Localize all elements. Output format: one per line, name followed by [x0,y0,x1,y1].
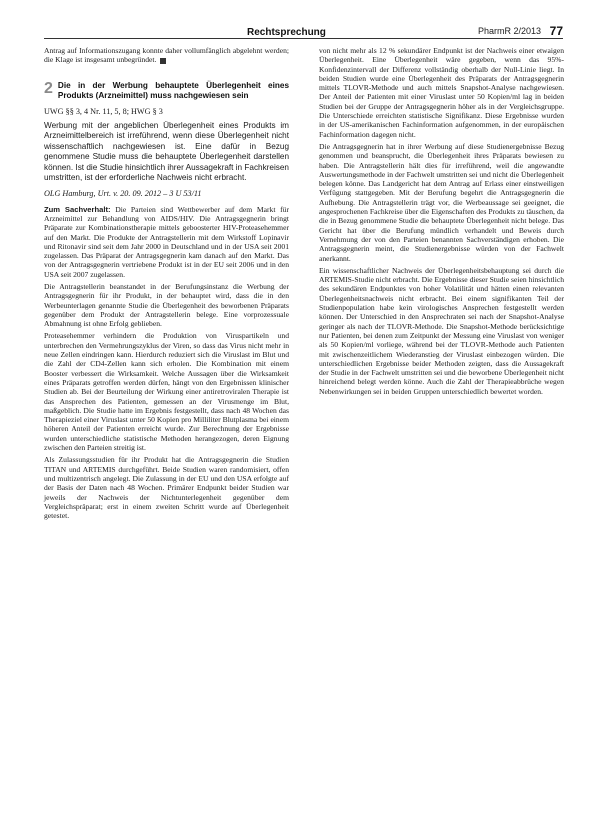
header-rule [44,38,563,39]
section-header: Rechtsprechung [247,27,326,38]
body-paragraph: von nicht mehr als 12 % sekundärer Endpunkt ist der Nachweis einer etwaigen Überlegenheit. Eine Überlegenheit wäre gegeben, wenn das 95%-Konfidenzintervall der Differenz vollständig oberhalb der Null-Linie liegt. In beiden Studien wurde eine Überlegenheit des Präparats der Antragsgegnerin mittels TLOVR-Methode und auch mittels Snapshot-Analyse nachgewiesen. Der Anteil der Patienten mit einer Viruslast unter 50 Kopien/ml lag in beiden Studien bei der Gruppe der Antragsgegnerin höher als in der Vergleichsgruppe. Die Unterschiede erreichten statistische Signifikanz. Diese Ergebnisse wurden in der US-amerikanischen Fachinformation aufgenommen, in der europäischen Fachinformation dagegen nicht. [319,46,564,139]
body-paragraph: Proteasehemmer verhindern die Produktion von Viruspartikeln und unterbrechen den Vermehrungszyklus der Viren, so dass das Virus nicht mehr in neue Zellen eindringen kann. Hierdurch reduziert sich die Viruslast im Blut und die Zahl der CD4-Zellen kann sich erholen. Die Kombination mit einem Booster verbessert die Wirksamkeit. Welche Aussagen über die Wirksamkeit eines Präparats getroffen werden dürfen, hängt von den Ergebnissen klinischer Studien ab. Bei der Beurteilung der Wirkung einer antiretroviralen Therapie ist das Ansprechen des Patienten, gemessen an der Virusmenge im Blut, maßgeblich. Die Studie hatte im Ergebnis festgestellt, dass nach 48 Wochen das Therapieziel einer Viruslast unter 50 Kopien pro Milliliter Blutplasma bei einem höheren Anteil der Patienten erreicht wurde. Zur Berechnung der Ergebnisse wurden unterschiedliche statistische Methoden herangezogen, deren Eignung zwischen den Parteien streitig ist. [44,331,289,453]
article-heading [44,81,289,101]
body-paragraph: Ein wissenschaftlicher Nachweis der Überlegenheitsbehauptung sei durch die ARTEMIS-Studie nicht erbracht. Die Ergebnisse dieser Studie seien hinsichtlich des sekundären Endpunktes von hoher Volatilität und hätten einen relevanten Überlegenheitsnachweis nicht erbracht. Bei einem signifikanten Teil der Studienpopulation habe kein virologisches Ansprechen festgestellt werden können. Der Unterschied in den Ansprechraten sei nach der Snapshot-Analyse geringer als nach der TLOVR-Methode. Die Snapshot-Methode berücksichtige nur Patienten, bei denen zum Zeitpunkt der Messung eine Viruslast von weniger als 50 Kopien/ml vorliege, während bei der TLOVR-Methode auch Patienten mit zwischenzeitlichem Wiederanstieg der Viruslast einbezogen würden. Die unterschiedlichen Ergebnisse beider Methoden zeigten, dass die Aussagekraft der Studie in der Fachwelt umstritten sei und die beworbene Überlegenheit nicht hinreichend belegt werden könne. Auch die Zahl der Therapieabbrüche wegen Nebenwirkungen sei in beiden Gruppen unterschiedlich bewertet worden. [319,265,564,396]
left-column [44,46,289,523]
article-title: Die in der Werbung behauptete Überlegenheit eines Produkts (Arzneimittel) muss nachgewiesen sein [57,80,289,100]
body-paragraph: Die Antragsgegnerin hat in ihrer Werbung auf diese Studienergebnisse Bezug genommen und beansprucht, die Überlegenheit ihres Präparats bewiesen zu haben. Die Antragstellerin hält dies für irreführend, weil die angewandte Auswertungsmethode in der Fachwelt umstritten sei und nicht die Überlegenheit belegen könne. Das Landgericht hat dem Antrag auf Erlass einer einstweiligen Verfügung stattgegeben. Mit der Berufung begehrt die Antragsgegnerin die Aufhebung. Die Antragstellerin trägt vor, die Werbeaussage sei geeignet, die angesprochenen Fachkreise über die Eigenschaften des Produkts zu täuschen, da die in Bezug genommene Studie die behauptete Überlegenheit nicht belege. Das Gericht hat über die Berufung mündlich verhandelt und Beweis durch Vernehmung der von den Parteien benannten Sachverständigen erhoben. Die Antragsgegnerin meint, die Studienergebnisse würden von der Fachwelt anerkannt. [319,141,564,263]
end-of-article-square [160,58,166,64]
intro-paragraph: Antrag auf Informationszugang konnte daher vollumfänglich abgelehnt werden; die Klage ist insgesamt unbegründet. [44,46,289,65]
body-paragraph: Als Zulassungsstudien für ihr Produkt hat die Antragsgegnerin die Studien TITAN und ARTEMIS durchgeführt. Beide Studien waren randomisiert, offen und multizentrisch angelegt. Die Zulassung in der EU und den USA erfolgte auf der Basis der Daten nach 48 Wochen. Primärer Endpunkt beider Studien war jeweils der Nachweis der Nichtunterlegenheit gegenüber dem Vergleichspräparat; erst in einem zweiten Schritt wurde auf Überlegenheit getestet. [44,455,289,521]
facts-runin-heading: Zum Sachverhalt: [44,204,111,214]
article-number: 2 [44,79,53,97]
right-column [319,46,564,399]
page-number: 77 [549,24,563,38]
court-citation: OLG Hamburg, Urt. v. 20. 09. 2012 – 3 U 53/11 [44,189,202,199]
body-paragraph: Die Antragstellerin beanstandet in der Berufungsinstanz die Werbung der Antragsgegnerin für ihr Produkt, in der behauptet wird, dass die in den Werbeunterlagen genannte Studie die Überlegenheit des beworbenen Präparats gegenüber dem Produkt der Antragstellerin belege. Eine vorprozessuale Abmahnung ist ohne Erfolg geblieben. [44,282,289,329]
headnote: Werbung mit der angeblichen Überlegenheit eines Produkts im Arzneimittelbereich ist irreführend, wenn diese Überlegenheit nicht wissenschaftlich nachgewiesen ist. Eine dafür in Bezug genommene Studie muss die behauptete Überlegenheit darstellen können. Ist die Studie hinsichtlich ihrer Aussagekraft in Fachkreisen umstritten, ist der erforderliche Nachweis nicht erbracht. [44,120,289,182]
legal-norms: UWG §§ 3, 4 Nr. 11, 5, 8; HWG § 3 [44,106,163,116]
journal-issue: PharmR 2/2013 [477,26,541,36]
facts-paragraph: Zum Sachverhalt: Die Parteien sind Wettbewerber auf dem Markt für Arzneimittel zur Behandlung von AIDS/HIV. Die Antragsgegnerin bringt Präparate zur Kombinationstherapie mittels geboosterter HIV-Proteasehemmer auf den Markt. Die Produkte der Antragstellerin mit dem Wirkstoff Lopinavir und Ritonavir sind seit dem Jahr 2000 in Deutschland und in der USA seit 2001 zugelassen. Das Präparat der Antragsgegnerin kam danach auf den Markt. Das von der Antragsgegnerin vertriebene Produkt ist in der EU seit 2006 und in den USA seit 2007 zugelassen. [44,204,289,279]
